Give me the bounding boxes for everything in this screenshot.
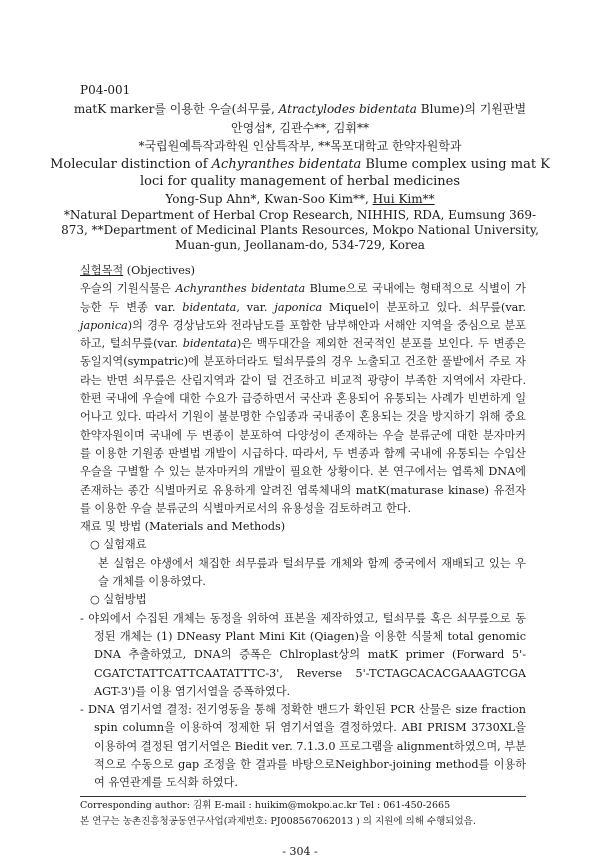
korean-affiliation: *국립원예특작과학원 인삼특작부, **목포대학교 한약자원학과 — [138, 139, 462, 153]
english-title: Molecular distinction of Achyranthes bidentata Blume complex using mat K loci for quality management of herbal medicines — [50, 157, 550, 189]
methods-heading: 재료 및 방법 (Materials and Methods) — [80, 520, 286, 534]
methods-subheading: ○ 실험방법 — [90, 593, 147, 607]
materials-subheading: ○ 실험재료 — [90, 538, 147, 552]
objectives-heading: 실험목적 (Objectives) — [80, 264, 195, 277]
page-number: - 304 - — [282, 845, 318, 858]
abstract-body — [80, 262, 526, 793]
corresponding-author: Corresponding author: 김휘 E-mail : huikim@mokpo.ac.kr Tel : 061-450-2665 — [80, 800, 451, 811]
korean-authors: 안영섭*, 김관수**, 김휘** — [231, 121, 369, 135]
english-affiliation: *Natural Department of Herbal Crop Research, NIHHIS, RDA, Eumsung 369-873, **Department of Medicinal Plants Resources, Mokpo National University, Muan-gun, Jeollanam-do, 534-729, Korea — [61, 208, 539, 252]
materials-text: 본 실험은 야생에서 채집한 쇠무릎과 털쇠무릎 개체와 함께 중국에서 재배되고 있는 우슬 개체를 이용하였다. — [98, 556, 526, 589]
funding-note: 본 연구는 농촌진흥청공동연구사업(과제번호: PJ008567062013 ) 의 지원에 의해 수행되었음. — [80, 816, 476, 827]
methods-item-1: - 야외에서 수집된 개체는 동정을 위하여 표본을 제작하였고, 털쇠무릎 혹은 쇠무릎으로 동정된 개체는 (1) DNeasy Plant Mini Kit (Qiagen)을 이용한 식물체 total genomic DNA 추출하였고, DNA의 증폭은 Chlroplast상의 matK primer (Forward 5'-CGATCTATTCATTCAATATTTC-3', Reverse 5'-TCTAGCACACGAAAGTCGA AGT-3')를 이용 염기서열을 증폭하였다. — [80, 611, 526, 698]
abstract-code: P04-001 — [80, 83, 131, 97]
objectives-paragraph: 우슬의 기원식물은 Achyranthes bidentata Blume으로 국내에는 형태적으로 식별이 가능한 두 변종 var. bidentata, var. japonica Miquel이 분포하고 있다. 쇠무릎(var. japonica)의 경우 경상남도와 전라남도를 포함한 남부해안과 서해안 지역을 중심으로 분포하고, 털쇠무릎(var. bidentata)은 백두대간을 제외한 전국적인 분포를 보인다. 두 변종은 동일지역(sympatric)에 분포하더라도 털쇠무릎의 경우 노출되고 건조한 풀밭에서 주로 자라는 반면 쇠무릎은 산림지역과 같이 덜 건조하고 비교적 광량이 부족한 지역에서 자란다. 한편 국내에 우슬에 대한 수요가 급증하면서 국산과 혼용되어 유통되는 사례가 빈번하게 일어나고 있다. 따라서 기원이 불분명한 수입종과 국내종이 혼용되는 것을 방지하기 위해 중요 한약자원이며 국내에 두 변종이 분포하여 다양성이 존재하는 우슬 분류군에 대한 분자마커를 이용한 기원종 판별법 개발이 시급하다. 따라서, 두 변종과 함께 국내에 유통되는 수입산 우슬을 구별할 수 있는 분자마커의 개발이 필요한 상황이다. 본 연구에서는 엽록체 DNA에 존재하는 종간 식별마커로 유용하게 알려진 엽록체내의 matK(maturase kinase) 유전자를 이용한 우슬 분류군의 식별마커로서의 유용성을 검토하려고 한다. — [80, 282, 526, 515]
methods-item-2: - DNA 염기서열 결정: 전기영동을 통해 정확한 밴드가 확인된 PCR 산물은 size fraction spin column을 이용하여 정제한 뒤 염기서열을 결정하였다. ABI PRISM 3730XL을 이용하여 결정된 염기서열은 Biedit ver. 7.1.3.0 프로그램을 alignment하였으며, 부분적으로 수동으로 gap 조정을 한 결과를 바탕으로Neighbor-joining method를 이용하여 유연관계를 도식화 하였다. — [80, 703, 526, 790]
english-authors: Yong-Sup Ahn*, Kwan-Soo Kim**, Hui Kim** — [165, 192, 435, 206]
korean-title: matK marker를 이용한 우슬(쇠무릎, Atractylodes bidentata Blume)의 기원판별 — [73, 102, 527, 116]
